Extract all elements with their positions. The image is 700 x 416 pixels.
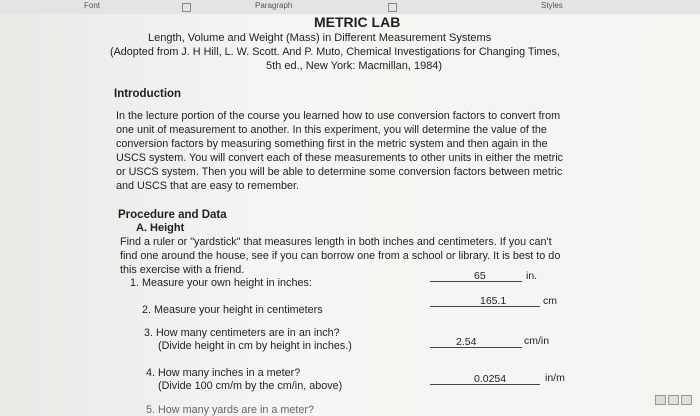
intro-heading: Introduction [114, 88, 182, 100]
web-layout-icon[interactable] [681, 395, 692, 405]
procedure-line: find one around the house, see if you can borrow one from a school or library. It is best to do [120, 250, 561, 262]
procedure-line: this exercise with a friend. [120, 264, 245, 276]
intro-line: or USCS system. Then you will be able to determine some conversion factors between metric [116, 166, 563, 178]
answer-3-field[interactable]: 2.54 [430, 336, 522, 348]
view-mode-controls[interactable] [653, 392, 692, 410]
answer-1-field[interactable]: 65 [430, 270, 522, 282]
question-1: 1. Measure your own height in inches: [130, 277, 312, 289]
read-mode-icon[interactable] [668, 395, 679, 405]
document-page[interactable] [0, 14, 700, 416]
question-5-partial: 5. How many yards are in a meter? [146, 404, 315, 416]
intro-line: conversion factors by measuring something first in the metric system and then again in the [116, 138, 548, 150]
ribbon-paragraph-label: Paragraph [255, 1, 293, 10]
ribbon-bar [0, 0, 700, 15]
question-4-hint: (Divide 100 cm/m by the cm/in, above) [158, 380, 343, 392]
intro-line: In the lecture portion of the course you learned how to use conversion factors to convert from [116, 110, 561, 122]
answer-1-unit: in. [526, 270, 538, 282]
answer-4-unit: in/m [545, 372, 565, 384]
question-3: 3. How many centimeters are in an inch? [144, 327, 340, 339]
ribbon-font-label: Font [84, 1, 101, 10]
procedure-line: Find a ruler or "yardstick" that measures length in both inches and centimeters. If you can't [120, 236, 552, 248]
doc-subtitle-1: Length, Volume and Weight (Mass) in Different Measurement Systems [148, 32, 492, 44]
doc-subtitle-2: (Adopted from J. H Hill, L. W. Scott. And P. Muto, Chemical Investigations for Changing Times, [110, 46, 560, 58]
ribbon-styles-label: Styles [541, 1, 563, 10]
question-2: 2. Measure your height in centimeters [142, 304, 323, 316]
font-dialog-launcher-icon[interactable] [182, 3, 191, 12]
doc-title: METRIC LAB [314, 14, 401, 30]
answer-3-unit: cm/in [524, 335, 550, 347]
print-layout-icon[interactable] [655, 395, 666, 405]
question-3-hint: (Divide height in cm by height in inches.) [158, 340, 352, 352]
paragraph-dialog-launcher-icon[interactable] [388, 3, 397, 12]
answer-4-field[interactable]: 0.0254 [430, 373, 540, 385]
doc-subtitle-3: 5th ed., New York: Macmillan, 1984) [266, 60, 443, 72]
section-a-heading: A. Height [136, 222, 185, 234]
answer-2-field[interactable]: 165.1 [430, 295, 540, 307]
intro-line: USCS system. You will convert each of these measurements to other units in either the metric [116, 152, 564, 164]
procedure-heading: Procedure and Data [118, 209, 227, 221]
intro-line: one unit of measurement to another. In this experiment, you will determine the value of the [116, 124, 547, 136]
intro-line: and USCS that are easy to remember. [116, 180, 300, 192]
answer-2-unit: cm [543, 295, 557, 307]
question-4: 4. How many inches in a meter? [146, 367, 301, 379]
